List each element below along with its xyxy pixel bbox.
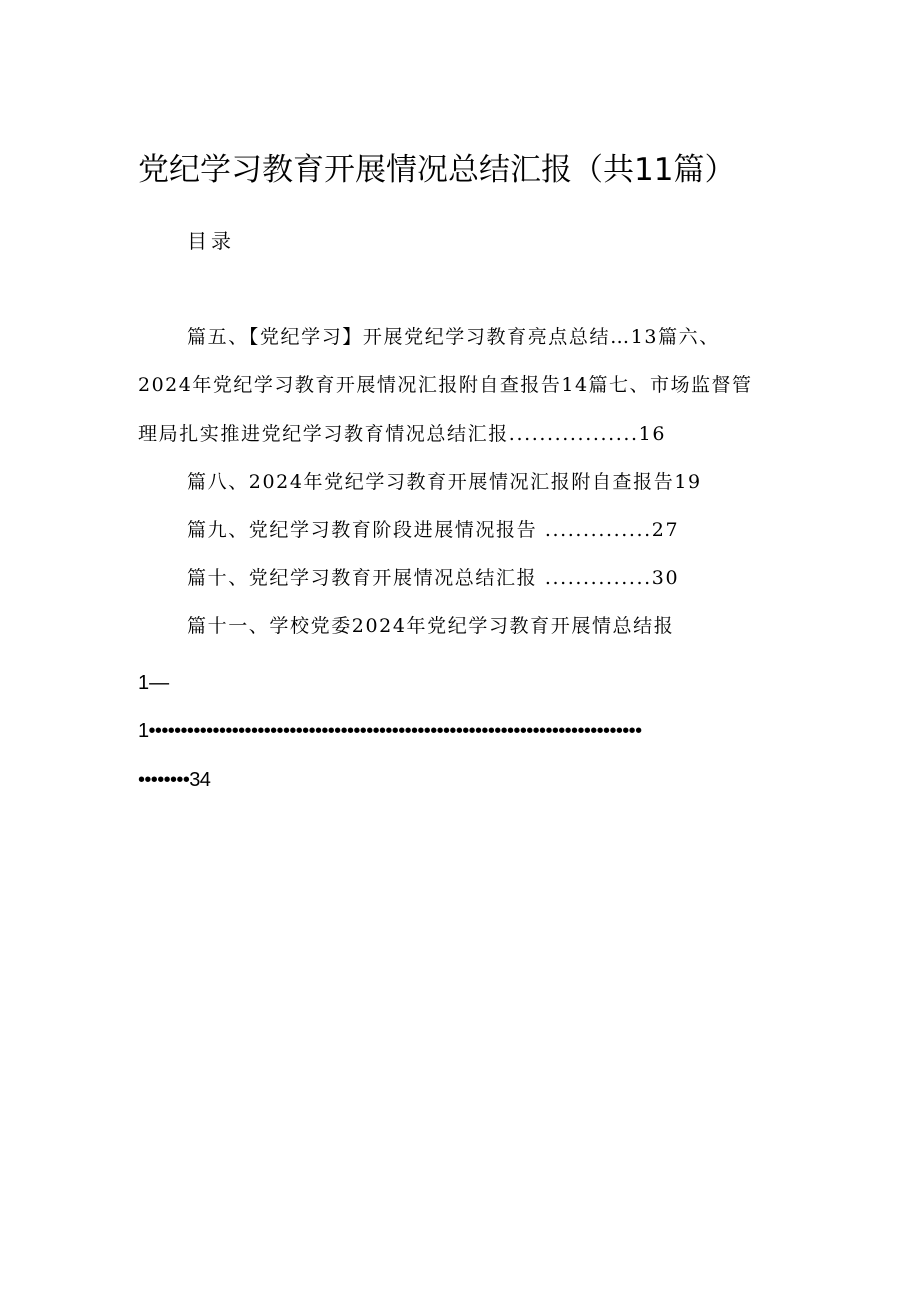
toc-line-10: ••••••••34: [138, 769, 211, 791]
toc-line-7: 篇十一、学校党委2024年党纪学习教育开展情总结报: [187, 615, 675, 637]
toc-line-5: 篇九、党纪学习教育阶段进展情况报告 ..............27: [187, 519, 680, 541]
toc-line-6: 篇十、党纪学习教育开展情况总结汇报 ..............30: [187, 567, 680, 589]
toc-line-1: 篇五、【党纪学习】开展党纪学习教育亮点总结…13篇六、: [187, 326, 720, 348]
toc-line-3: 理局扎实推进党纪学习教育情况总结汇报.................16: [138, 423, 667, 445]
toc-line-2: 2024年党纪学习教育开展情况汇报附自查报告14篇七、市场监督管: [138, 374, 753, 396]
toc-line-9: 1•••••••••••••••••••••••••••••••••••••••••••••••••••••••••••••••••••••••••••••: [138, 720, 642, 742]
toc-line-8: 1—: [138, 672, 170, 694]
toc-line-4: 篇八、2024年党纪学习教育开展情况汇报附自查报告19: [187, 471, 702, 493]
document-title: 党纪学习教育开展情况总结汇报（共11篇）: [138, 152, 736, 188]
toc-heading: 目录: [187, 229, 235, 253]
